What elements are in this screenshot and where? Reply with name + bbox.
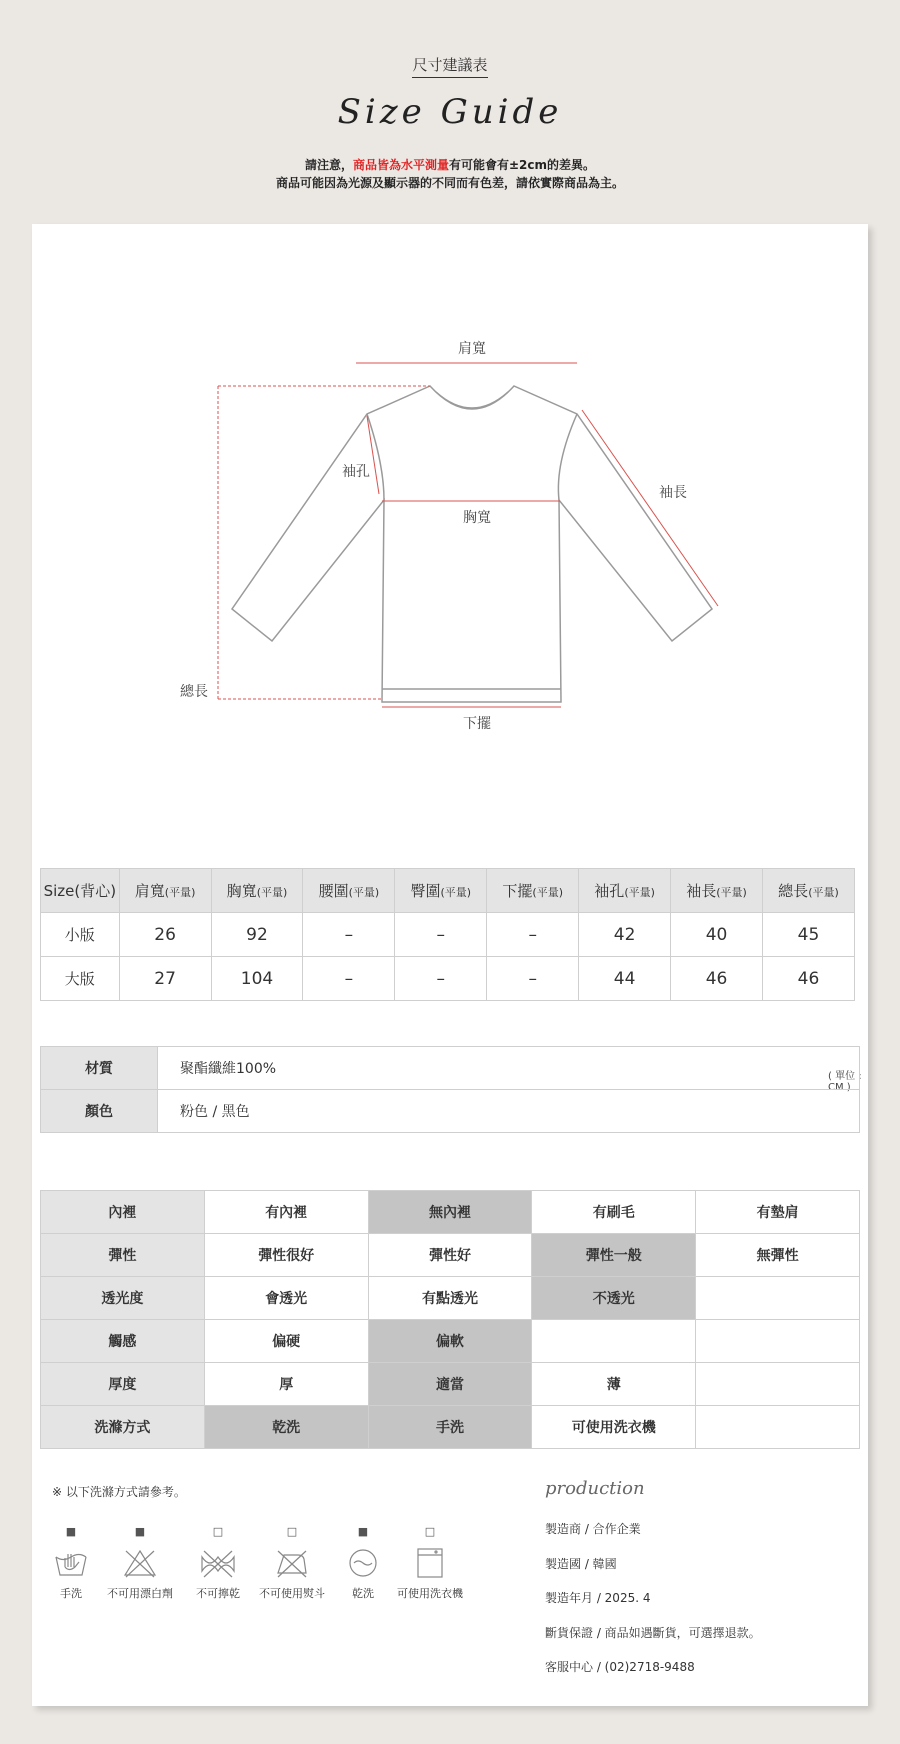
shoulder-label: 肩寬 [458,341,486,357]
wash-item [328,1525,398,1601]
material-table [40,1046,860,1133]
col-header-sub: (平量) [164,886,196,899]
feature-option: 有內裡 [204,1191,368,1234]
material-value: 聚酯纖維100% [158,1047,860,1090]
size-value-cell: 46 [762,957,854,1001]
size-value-cell: 27 [119,957,211,1001]
size-value-cell: 40 [671,913,763,957]
size-row [41,913,855,957]
col-header-sub: (平量) [532,886,563,899]
sleeve-line [582,410,718,606]
wash-item [395,1525,465,1601]
wash-label: 手洗 [60,1587,82,1600]
size-value-cell: 42 [579,913,671,957]
feature-row [41,1234,860,1277]
production-line: 製造年月 / 2025. 4 [545,1591,651,1605]
size-value-cell: – [487,913,579,957]
features-table [40,1190,860,1449]
hem-label: 下擺 [463,716,491,732]
size-col-header [303,869,395,913]
col-header-sub: (平量) [440,886,472,899]
size-value-cell: 26 [119,913,211,957]
size-value-cell: – [303,957,395,1001]
page-title: Size Guide [337,92,563,132]
measure-lines [218,363,718,707]
col-header-main: 臀圍 [410,882,441,900]
checked-box-icon: ■ [357,1525,369,1538]
no-bleach-icon [105,1547,175,1579]
size-col-header [395,869,487,913]
feature-row [41,1191,860,1234]
size-row [41,957,855,1001]
material-value: 粉色 / 黑色 [158,1090,860,1133]
production-line: 製造國 / 韓國 [545,1556,617,1571]
size-value-cell: – [395,957,487,1001]
col-header-main: 袖孔 [594,882,625,900]
feature-option: 會透光 [204,1277,368,1320]
col-header-main: 腰圍 [318,882,349,900]
dry-clean-icon [328,1547,398,1579]
material-row [41,1047,860,1090]
feature-row [41,1406,860,1449]
feature-label: 洗滌方式 [41,1406,205,1449]
material-row [41,1090,860,1133]
size-name-cell: 大版 [41,957,120,1001]
feature-option [696,1277,860,1320]
size-col-header [762,869,854,913]
feature-option [696,1406,860,1449]
feature-option: 彈性很好 [204,1234,368,1277]
feature-option: 薄 [532,1363,696,1406]
page-subtitle: 尺寸建議表 [0,54,900,75]
washing-machine-icon [395,1547,465,1579]
length-label: 總長 [180,684,208,700]
material-label: 顏色 [41,1090,158,1133]
measurement-notice: 請注意，商品皆為水平測量有可能會有±2cm的差異。 商品可能因為光源及顯示器的不同而有色差，請依實際商品為主。 [275,158,624,190]
wash-item [183,1525,253,1601]
col-header-sub: (平量) [808,886,839,899]
col-header-sub: (平量) [256,886,288,899]
col-header-main: 肩寬 [134,882,165,900]
col-header-main: 下擺 [502,882,533,900]
wash-item [105,1525,175,1601]
col-header-sub: (平量) [716,886,747,899]
chest-label: 胸寬 [463,510,491,526]
unchecked-box-icon: □ [212,1525,224,1538]
unchecked-box-icon: □ [424,1525,436,1538]
wash-label: 可使用洗衣機 [397,1587,463,1600]
size-name-cell: 小版 [41,913,120,957]
feature-label: 厚度 [41,1363,205,1406]
feature-option: 彈性一般 [532,1234,696,1277]
production-line: 製造商 / 合作企業 [545,1522,641,1536]
size-value-cell: 45 [762,913,854,957]
col-header-main: 總長 [778,882,809,900]
size-col-header [119,869,211,913]
wash-label: 不可使用熨斗 [259,1587,325,1600]
size-col-header [487,869,579,913]
unchecked-box-icon: □ [286,1525,298,1538]
col-header-main: 袖長 [686,882,717,900]
wash-label: 不可擰乾 [196,1587,240,1600]
production-line: 客服中心 / (02)2718-9488 [545,1660,695,1674]
size-col-header [41,869,120,913]
feature-label: 彈性 [41,1234,205,1277]
wash-label: 乾洗 [352,1587,374,1600]
feature-label: 透光度 [41,1277,205,1320]
wash-item [257,1525,327,1601]
size-value-cell: – [303,913,395,957]
feature-option [696,1363,860,1406]
size-col-header [579,869,671,913]
feature-option: 有點透光 [368,1277,532,1320]
feature-option: 不透光 [532,1277,696,1320]
size-value-cell: 46 [671,957,763,1001]
size-col-header [671,869,763,913]
feature-option: 有墊肩 [696,1191,860,1234]
armhole-label: 袖孔 [342,464,370,480]
feature-option: 可使用洗衣機 [532,1406,696,1449]
feature-option: 偏硬 [204,1320,368,1363]
production-title: production [545,1478,645,1499]
feature-row [41,1320,860,1363]
wash-item [36,1525,106,1601]
size-value-cell: 44 [579,957,671,1001]
production-line: 斷貨保證 / 商品如遇斷貨，可選擇退款。 [545,1625,761,1640]
feature-row [41,1363,860,1406]
no-iron-icon [257,1547,327,1579]
shirt-outline [232,386,712,702]
size-col-header [211,869,303,913]
feature-option: 手洗 [368,1406,532,1449]
checked-box-icon: ■ [134,1525,146,1538]
material-label: 材質 [41,1047,158,1090]
col-header-main: 胸寬 [226,882,257,900]
wash-label: 不可用漂白劑 [107,1587,173,1600]
feature-option [696,1320,860,1363]
feature-option: 適當 [368,1363,532,1406]
size-value-cell: – [487,957,579,1001]
feature-option: 偏軟 [368,1320,532,1363]
wash-note: ※ 以下洗滌方式請參考。 [52,1485,186,1499]
sleeve-label: 袖長 [659,485,687,501]
col-header-main: Size(背心) [43,882,117,900]
col-header-sub: (平量) [348,886,380,899]
feature-option: 乾洗 [204,1406,368,1449]
feature-option: 無彈性 [696,1234,860,1277]
size-value-cell: – [395,913,487,957]
size-table [40,868,855,1001]
checked-box-icon: ■ [65,1525,77,1538]
size-value-cell: 104 [211,957,303,1001]
feature-option: 厚 [204,1363,368,1406]
col-header-sub: (平量) [624,886,655,899]
size-value-cell: 92 [211,913,303,957]
feature-option: 有刷毛 [532,1191,696,1234]
unit-label: ( 單位 : CM ) [828,1071,862,1093]
feature-label: 觸感 [41,1320,205,1363]
feature-row [41,1277,860,1320]
hand-wash-icon [36,1547,106,1579]
feature-option: 無內裡 [368,1191,532,1234]
feature-label: 內裡 [41,1191,205,1234]
feature-option [532,1320,696,1363]
armhole-line [367,416,379,494]
feature-option: 彈性好 [368,1234,532,1277]
no-wring-icon [183,1547,253,1579]
